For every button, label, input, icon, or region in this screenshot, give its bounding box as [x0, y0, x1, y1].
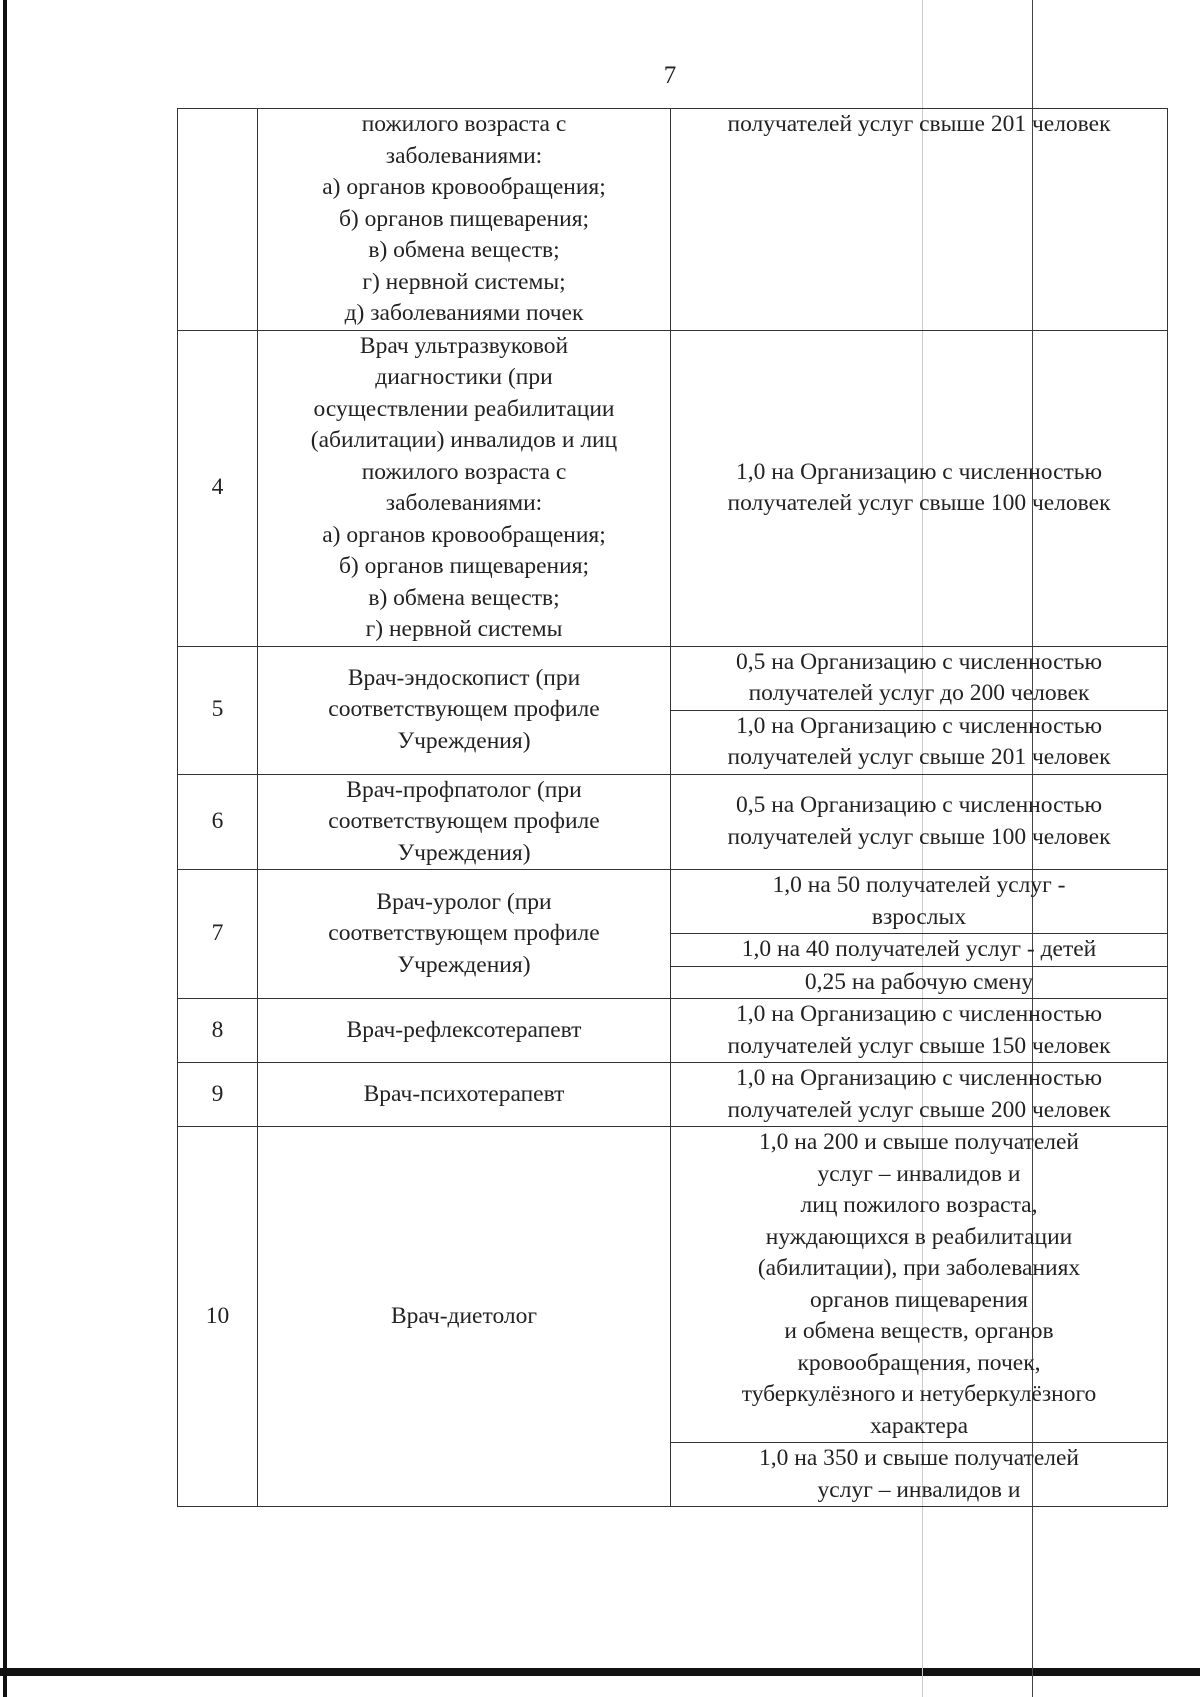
norm-line: получателей услуг свыше 201 человек — [727, 111, 1111, 137]
position-line: соответствующем профиле — [328, 808, 600, 834]
norm-cell — [671, 109, 1168, 331]
position-cell — [258, 330, 671, 646]
position-line: б) органов пищеварения; — [338, 205, 590, 232]
position-line: Врач-уролог (при — [376, 888, 552, 915]
norm-line: (абилитации), при заболеваниях — [757, 1255, 1081, 1281]
position-cell — [258, 1127, 671, 1507]
norm-line: услуг – инвалидов и — [817, 1476, 1021, 1503]
norm-line: 0,25 на рабочую смену — [804, 968, 1034, 995]
table-row — [178, 330, 1168, 646]
position-cell — [258, 870, 671, 999]
position-cell — [258, 646, 671, 774]
position-line: (абилитации) инвалидов и лиц — [310, 427, 618, 453]
row-number-cell: 7 — [178, 870, 258, 999]
norm-line: получателей услуг свыше 100 человек — [727, 823, 1111, 850]
position-line: пожилого возраста с — [361, 458, 567, 485]
norm-cell — [671, 1127, 1168, 1443]
norm-cell — [671, 934, 1168, 967]
position-line: заболеваниями: — [385, 142, 543, 169]
position-line: Врач ультразвуковой — [359, 332, 569, 359]
position-line: г) нервной системы; — [362, 268, 566, 295]
position-line: осуществлении реабилитации — [313, 395, 615, 422]
norm-line: 1,0 на Организацию с численностью — [735, 1065, 1103, 1091]
norm-line: 1,0 на Организацию с численностью — [735, 458, 1103, 485]
norm-line: нуждающихся в реабилитации — [765, 1223, 1073, 1250]
position-line: в) обмена веществ; — [368, 237, 560, 263]
scan-edge-bottom — [0, 1668, 1200, 1676]
position-line: д) заболеваниями почек — [344, 300, 584, 326]
norm-line: 0,5 на Организацию с численностью — [735, 792, 1103, 819]
norm-line: характера — [869, 1412, 969, 1439]
position-line: б) органов пищеварения; — [338, 553, 590, 579]
norm-line: получателей услуг свыше 200 человек — [727, 1096, 1111, 1123]
norm-cell — [671, 1063, 1168, 1127]
position-line: Учреждения) — [397, 727, 531, 754]
row-number-cell: 8 — [178, 999, 258, 1063]
norm-line: получателей услуг свыше 201 человек — [727, 744, 1111, 770]
norm-line: 1,0 на 350 и свыше получателей — [759, 1445, 1079, 1471]
norm-cell — [671, 774, 1168, 870]
row-number-cell: 9 — [178, 1063, 258, 1127]
norm-cell — [671, 1443, 1168, 1507]
norm-cell — [671, 870, 1168, 934]
row-number-cell: 5 — [178, 646, 258, 774]
position-line: заболеваниями: — [385, 490, 543, 516]
position-cell — [258, 109, 671, 331]
position-cell — [258, 774, 671, 870]
position-cell — [258, 1063, 671, 1127]
position-line: Врач-диетолог — [390, 1302, 538, 1329]
norm-cell — [671, 330, 1168, 646]
position-line: соответствующем профиле — [328, 920, 600, 947]
position-line: диагностики (при — [375, 364, 553, 390]
norm-line: органов пищеварения — [810, 1286, 1028, 1313]
position-line: Врач-психотерапевт — [363, 1080, 565, 1107]
norm-cell — [671, 710, 1168, 774]
table-row — [178, 1127, 1168, 1443]
norm-line: 0,5 на Организацию с численностью — [735, 648, 1103, 675]
scan-edge-left — [3, 0, 7, 1697]
norm-line: взрослых — [871, 903, 967, 930]
position-line: Врач-профпатолог (при — [346, 776, 582, 803]
staffing-table-body — [178, 109, 1168, 1507]
table-row — [178, 999, 1168, 1063]
norm-cell — [671, 966, 1168, 999]
table-row — [178, 646, 1168, 710]
norm-line: и обмена веществ, органов — [784, 1318, 1054, 1344]
norm-line: кровообращения, почек, — [797, 1349, 1041, 1376]
position-line: Врач-рефлексотерапевт — [346, 1016, 582, 1043]
position-line: а) органов кровообращения; — [322, 521, 606, 548]
page-number: 7 — [663, 62, 677, 89]
staffing-table — [177, 108, 1168, 1507]
norm-line: получателей услуг свыше 150 человек — [727, 1032, 1111, 1059]
table-row — [178, 774, 1168, 870]
norm-line: получателей услуг до 200 человек — [748, 680, 1090, 706]
norm-line: услуг – инвалидов и — [817, 1160, 1021, 1187]
norm-line: 1,0 на Организацию с численностью — [735, 712, 1103, 739]
position-cell — [258, 999, 671, 1063]
position-line: Учреждения) — [397, 951, 531, 978]
norm-line: 1,0 на 40 получателей услуг - детей — [741, 936, 1097, 962]
norm-line: 1,0 на 50 получателей услуг - — [772, 872, 1066, 898]
norm-line: получателей услуг свыше 100 человек — [727, 490, 1111, 516]
row-number-cell: 10 — [178, 1127, 258, 1507]
norm-line: лиц пожилого возраста, — [800, 1192, 1038, 1218]
row-number-cell: 4 — [178, 330, 258, 646]
norm-line: 1,0 на Организацию с численностью — [735, 1001, 1103, 1027]
position-line: Врач-эндоскопист (при — [347, 664, 581, 691]
norm-cell — [671, 999, 1168, 1063]
position-line: а) органов кровообращения; — [322, 174, 606, 200]
position-line: в) обмена веществ; — [368, 584, 560, 611]
norm-cell — [671, 646, 1168, 710]
table-row — [178, 1063, 1168, 1127]
norm-line: туберкулёзного и нетуберкулёзного — [741, 1381, 1097, 1407]
position-line: пожилого возраста с — [361, 111, 567, 137]
row-number-cell — [178, 109, 258, 331]
table-row — [178, 109, 1168, 331]
position-line: г) нервной системы — [365, 616, 563, 642]
position-line: соответствующем профиле — [328, 696, 600, 723]
position-line: Учреждения) — [397, 839, 531, 866]
row-number-cell: 6 — [178, 774, 258, 870]
norm-line: 1,0 на 200 и свыше получателей — [759, 1129, 1079, 1155]
table-row — [178, 870, 1168, 934]
